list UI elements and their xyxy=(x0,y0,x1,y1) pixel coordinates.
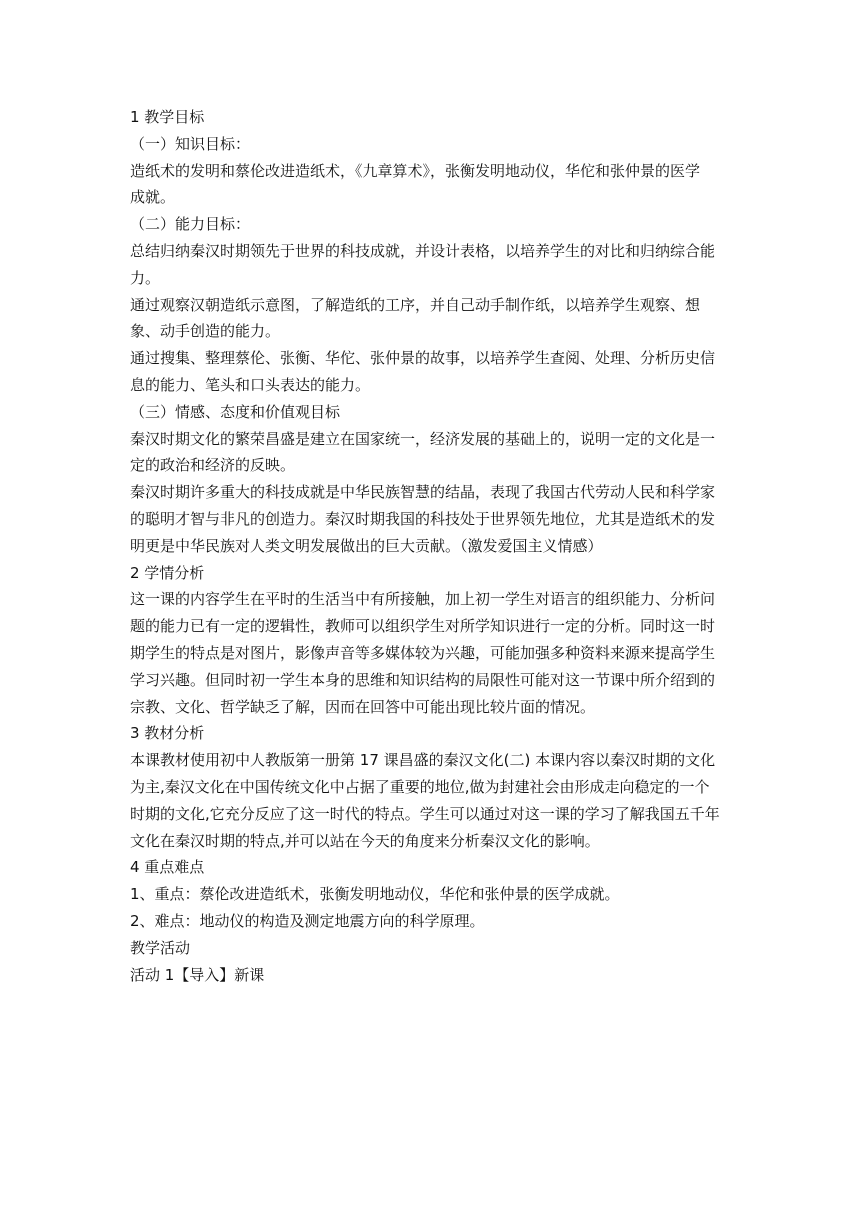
section-heading: 1 教学目标 xyxy=(130,108,205,126)
paragraph-line: 成就。 xyxy=(130,188,176,207)
paragraph-line: 定的政治和经济的反映。 xyxy=(130,456,296,475)
paragraph-line: 时期的文化,它充分反应了这一时代的特点。学生可以通过对这一课的学习了解我国五千年 xyxy=(130,804,720,823)
paragraph-line: 本课教材使用初中人教版第一册第 17 课昌盛的秦汉文化(二) 本课内容以秦汉时期的文化 xyxy=(130,751,716,770)
paragraph-line: 2、难点：地动仪的构造及测定地震方向的科学原理。 xyxy=(130,911,485,930)
paragraph-line: 秦汉时期文化的繁荣昌盛是建立在国家统一，经济发展的基础上的，说明一定的文化是一 xyxy=(130,429,716,448)
paragraph-line: 秦汉时期许多重大的科技成就是中华民族智慧的结晶，表现了我国古代劳动人民和科学家 xyxy=(130,483,716,502)
paragraph-line: 通过观察汉朝造纸示意图，了解造纸的工序，并自己动手制作纸，以培养学生观察、想 xyxy=(130,295,701,314)
paragraph-line: 息的能力、笔头和口头表达的能力。 xyxy=(130,375,371,394)
section-heading: 3 教材分析 xyxy=(130,724,205,743)
subsection-heading: （二）能力目标： xyxy=(130,215,251,234)
paragraph-line: 总结归纳秦汉时期领先于世界的科技成就，并设计表格，以培养学生的对比和归纳综合能 xyxy=(130,241,716,260)
section-heading: 2 学情分析 xyxy=(130,563,205,582)
paragraph-line: 造纸术的发明和蔡伦改进造纸术，《九章算术》，张衡发明地动仪，华佗和张仲景的医学 xyxy=(130,161,701,180)
paragraph-line: 期学生的特点是对图片，影像声音等多媒体较为兴趣，可能加强多种资料来源来提高学生 xyxy=(130,643,716,662)
subsection-heading: （一）知识目标： xyxy=(130,134,251,153)
paragraph-line: 1、重点：蔡伦改进造纸术，张衡发明地动仪，华佗和张仲景的医学成就。 xyxy=(130,885,620,904)
paragraph-line: 象、动手创造的能力。 xyxy=(130,322,281,341)
paragraph-line: 题的能力已有一定的逻辑性，教师可以组织学生对所学知识进行一定的分析。同时这一时 xyxy=(130,617,716,636)
subsection-heading: （三）情感、态度和价值观目标 xyxy=(130,402,341,421)
paragraph-line: 明更是中华民族对人类文明发展做出的巨大贡献。（激发爱国主义情感） xyxy=(130,536,603,555)
paragraph-line: 力。 xyxy=(130,268,161,287)
section-heading: 4 重点难点 xyxy=(130,858,205,877)
section-heading: 教学活动 xyxy=(130,938,191,957)
paragraph-line: 通过搜集、整理蔡伦、张衡、华佗、张仲景的故事，以培养学生查阅、处理、分析历史信 xyxy=(130,349,716,368)
paragraph-line: 这一课的内容学生在平时的生活当中有所接触，加上初一学生对语言的组织能力、分析问 xyxy=(130,590,716,609)
document-body xyxy=(130,104,730,988)
paragraph-line: 文化在秦汉时期的特点,并可以站在今天的角度来分析秦汉文化的影响。 xyxy=(130,831,600,850)
paragraph-line: 的聪明才智与非凡的创造力。秦汉时期我国的科技处于世界领先地位，尤其是造纸术的发 xyxy=(130,509,716,528)
section-heading: 活动 1【导入】新课 xyxy=(130,965,265,984)
paragraph-line: 学习兴趣。但同时初一学生本身的思维和知识结构的局限性可能对这一节课中所介绍到的 xyxy=(130,670,716,689)
paragraph-line: 宗教、文化、哲学缺乏了解，因而在回答中可能出现比较片面的情况。 xyxy=(130,697,596,716)
paragraph-line: 为主,秦汉文化在中国传统文化中占据了重要的地位,做为封建社会由形成走向稳定的一个 xyxy=(130,777,710,796)
